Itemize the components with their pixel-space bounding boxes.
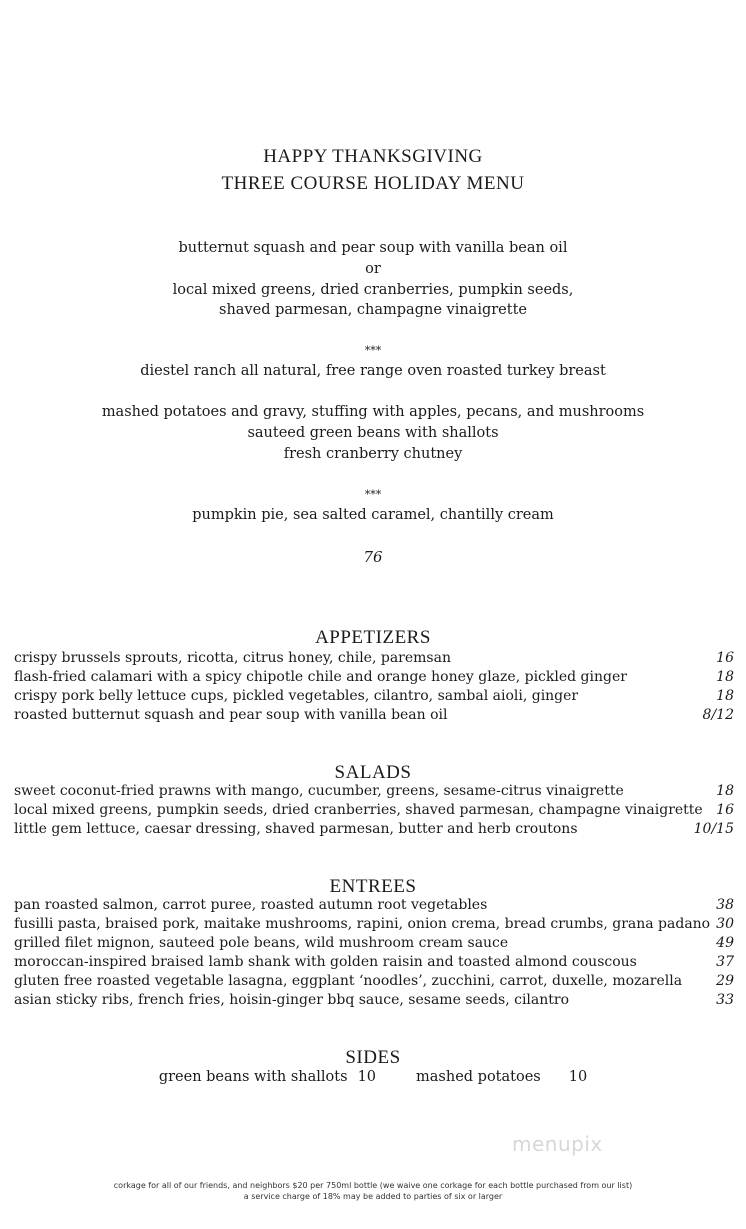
item-description: pan roasted salmon, carrot puree, roasted autumn root vegetables bbox=[14, 897, 488, 913]
item-price: 49 bbox=[716, 935, 734, 951]
appetizers-heading: APPETIZERS bbox=[315, 627, 431, 648]
item-price: 33 bbox=[716, 992, 734, 1008]
course-divider: *** bbox=[364, 344, 382, 357]
holiday-line: fresh cranberry chutney bbox=[283, 446, 463, 462]
item-price: 38 bbox=[716, 897, 734, 913]
side-item: mashed potatoes bbox=[416, 1069, 541, 1085]
sides-heading: SIDES bbox=[345, 1047, 401, 1068]
menu-item bbox=[14, 992, 734, 1011]
item-description: asian sticky ribs, french fries, hoisin-ginger bbq sauce, sesame seeds, cilantro bbox=[14, 992, 570, 1008]
menu-item bbox=[14, 707, 734, 726]
side-item: green beans with shallots bbox=[158, 1069, 348, 1085]
corkage-note: corkage for all of our friends, and neighbors $20 per 750ml bottle (we waive one corkage for each bottle purchased from our list) bbox=[113, 1181, 633, 1190]
holiday-title-line2: THREE COURSE HOLIDAY MENU bbox=[221, 173, 525, 194]
item-description: little gem lettuce, caesar dressing, shaved parmesan, butter and herb croutons bbox=[14, 821, 578, 837]
item-price: 18 bbox=[716, 669, 734, 685]
menu-item bbox=[14, 897, 734, 916]
menu-item bbox=[14, 669, 734, 688]
item-description: local mixed greens, pumpkin seeds, dried cranberries, shaved parmesan, champagne vinaigrette bbox=[14, 802, 703, 818]
item-description: fusilli pasta, braised pork, maitake mushrooms, rapini, onion crema, bread crumbs, grana padano bbox=[14, 916, 711, 932]
menu-item bbox=[14, 783, 734, 802]
holiday-line: mashed potatoes and gravy, stuffing with apples, pecans, and mushrooms bbox=[101, 404, 645, 420]
item-price: 18 bbox=[716, 688, 734, 704]
menu-item bbox=[14, 935, 734, 954]
menu-item bbox=[14, 973, 734, 992]
item-price: 29 bbox=[716, 973, 734, 989]
sides-line bbox=[0, 1069, 746, 1085]
item-description: grilled filet mignon, sauteed pole beans, wild mushroom cream sauce bbox=[14, 935, 509, 951]
item-price: 30 bbox=[716, 916, 734, 932]
item-description: moroccan-inspired braised lamb shank with golden raisin and toasted almond couscous bbox=[14, 954, 637, 970]
holiday-title-line1: HAPPY THANKSGIVING bbox=[263, 146, 483, 167]
holiday-line: butternut squash and pear soup with vanilla bean oil bbox=[178, 240, 568, 256]
item-price: 16 bbox=[716, 650, 734, 666]
menu-item bbox=[14, 650, 734, 669]
menu-item bbox=[14, 688, 734, 707]
holiday-line: local mixed greens, dried cranberries, pumpkin seeds, bbox=[172, 282, 574, 298]
holiday-line: shaved parmesan, champagne vinaigrette bbox=[219, 302, 527, 318]
item-description: crispy pork belly lettuce cups, pickled vegetables, cilantro, sambal aioli, ginger bbox=[14, 688, 579, 704]
holiday-line: sauteed green beans with shallots bbox=[247, 425, 499, 441]
item-description: gluten free roasted vegetable lasagna, eggplant ‘noodles’, zucchini, carrot, duxelle, mozarella bbox=[14, 973, 683, 989]
holiday-line: or bbox=[365, 261, 381, 277]
item-price: 18 bbox=[716, 783, 734, 799]
menu-item bbox=[14, 821, 734, 840]
item-description: flash-fried calamari with a spicy chipotle chile and orange honey glaze, pickled ginger bbox=[14, 669, 627, 685]
salads-heading: SALADS bbox=[334, 762, 412, 783]
menupix-watermark: menupix bbox=[512, 1132, 603, 1156]
item-description: sweet coconut-fried prawns with mango, cucumber, greens, sesame-citrus vinaigrette bbox=[14, 783, 624, 799]
side-price: 10 bbox=[568, 1069, 588, 1085]
menu-item bbox=[14, 954, 734, 973]
item-description: roasted butternut squash and pear soup with vanilla bean oil bbox=[14, 707, 448, 723]
side-price: 10 bbox=[357, 1069, 377, 1085]
item-price: 10/15 bbox=[693, 821, 734, 837]
entrees-heading: ENTREES bbox=[329, 876, 417, 897]
item-description: crispy brussels sprouts, ricotta, citrus honey, chile, paremsan bbox=[14, 650, 451, 666]
menu-item bbox=[14, 802, 734, 821]
holiday-line: pumpkin pie, sea salted caramel, chantilly cream bbox=[192, 507, 554, 523]
holiday-price: 76 bbox=[363, 548, 383, 566]
item-price: 8/12 bbox=[702, 707, 734, 723]
holiday-line: diestel ranch all natural, free range oven roasted turkey breast bbox=[140, 363, 606, 379]
course-divider: *** bbox=[364, 488, 382, 501]
service-charge-note: a service charge of 18% may be added to parties of six or larger bbox=[243, 1192, 503, 1201]
item-price: 37 bbox=[716, 954, 734, 970]
item-price: 16 bbox=[716, 802, 734, 818]
menu-item bbox=[14, 916, 734, 935]
